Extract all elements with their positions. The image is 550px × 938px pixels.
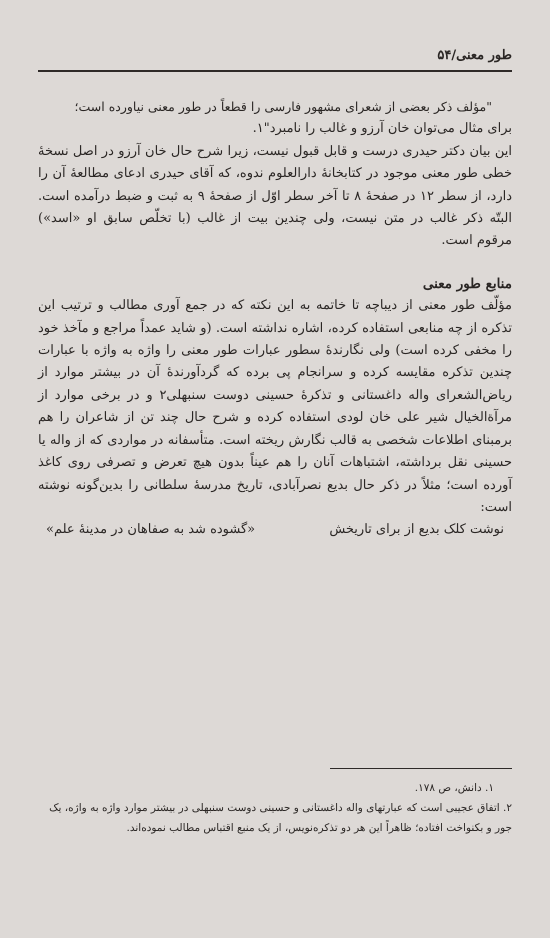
body-text [38,96,512,542]
section-heading: منابع طور معنی [422,275,512,292]
footnote-rule [330,768,512,769]
paragraph-gap [38,253,512,273]
paragraph-1: این بیان دکتر حیدری درست و قابل قبول نیست، زیرا شرح حال خان آرزو در اصل نسخهٔ خطی طور معنی موجود در کتابخانهٔ دارالعلوم ندوه، که آقای حیدری ادعای مطالعهٔ آن را دارد، از سطر ۱۲ در صفحهٔ ۸ تا آخر سطر اوّل از صفحهٔ ۹ به ثبت و ضبط درآمده است. البتّه ذکر غالب در متن نیست، ولی چندین بیت از غالب (با تخلّص سابق او «اسد») مرقوم است. [38,143,512,249]
running-head: طور معنی/۵۴ [437,48,512,63]
footnotes [38,778,512,838]
quote-line-1: "مؤلف ذکر بعضی از شعرای مشهور فارسی را قطعاً در طور معنی نیاورده است؛ [74,99,492,114]
verse [38,519,512,541]
header-rule [38,70,512,72]
paragraph-2: مؤلّف طور معنی از دیباچه تا خاتمه به این نکته که در جمع آوری مطالب و ترتیب این تذکره از چه منابعی استفاده کرده، اشاره نداشته است. (و شاید عمداً مراجع و مآخذ خود را مخفی کرده است) ولی نگارندهٔ سطور عبارات طور معنی را واژه به واژه با عبارات چندین تذکره مقایسه کرده و سرانجام پی برده که گردآورندهٔ آن در بیشتر موارد از ریاض‌الشعرای واله داغستانی و تذکرهٔ حسینی دوست سنبهلی۲ و در برخی موارد از مرآة‌الخیال شیر علی خان لودی استفاده کرده و شرح حال چند تن از شاعران را هم برمبنای اطلاعات شخصی به قالب نگارش ریخته است. متأسفانه در مواردی که از واله یا حسینی نقل برداشته، اشتباهات آنان را هم عیناً بدون هیچ تعرض و تصرفی روی کاغذ آورده است؛ مثلاً در ذکر حال بدیع نصرآبادی، تاریخ مدرسهٔ سلطانی را بدین‌گونه نوشته است: [38,298,512,515]
verse-hemistich-right: نوشت کلک بدیع از برای تاریخش [329,522,504,538]
quote-line-2: برای مثال می‌توان خان آرزو و غالب را نامبرد"۱. [252,121,512,137]
verse-hemistich-left: «گشوده شد به صفاهان در مدینهٔ علم» [46,522,256,538]
footnote-1: ۱. دانش، ص ۱۷۸. [414,782,494,794]
footnote-2: ۲. اتفاق عجیبی است که عبارتهای واله داغستانی و حسینی دوست سنبهلی در بیشتر موارد واژه به واژه، یک جور و بکنواخت افتاده؛ ظاهراً این هر دو تذکره‌نویس، از یک منبع اقتباس مطالب نموده‌اند. [49,802,512,834]
